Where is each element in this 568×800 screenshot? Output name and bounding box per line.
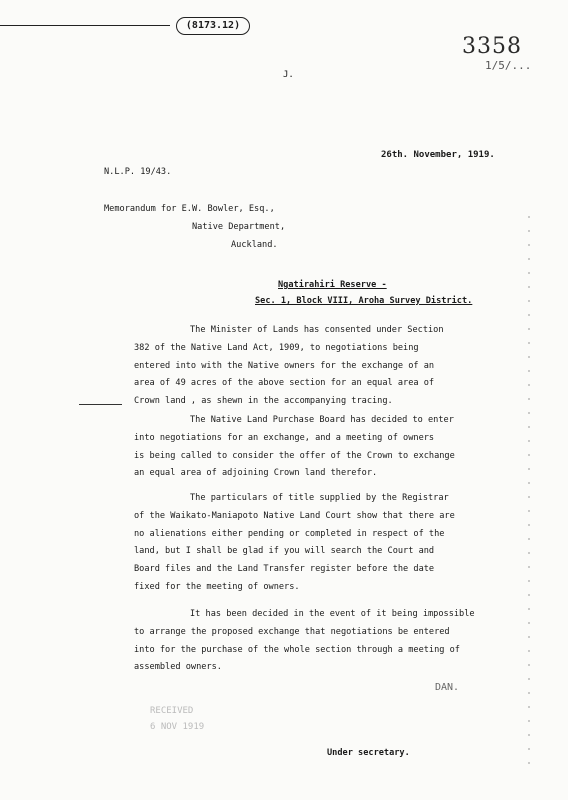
letter-date: 26th. November, 1919. [381, 150, 495, 160]
address-line-1: Memorandum for E.W. Bowler, Esq., [104, 204, 275, 214]
archive-subnumber: 1/5/... [485, 59, 532, 72]
paragraph-line: an equal area of adjoining Crown land therefor. [134, 468, 378, 479]
paragraph-line: land, but I shall be glad if you will search the Court and [134, 546, 435, 557]
reference-stamp: (8173.12) [176, 17, 250, 35]
paragraph-line: The Minister of Lands has consented under Section [190, 325, 444, 335]
stamp-line: RECEIVED [150, 706, 194, 716]
archive-number: 3358 [462, 34, 522, 59]
page-mark: J. [283, 70, 294, 80]
paragraph-line: entered into with the Native owners for the exchange of an [134, 360, 435, 371]
paragraph-line: Crown land , as shewn in the accompanying tracing. [134, 396, 393, 407]
paragraph-line: no alienations either pending or completed in respect of the [134, 528, 445, 539]
paragraph-4 [134, 606, 534, 677]
paragraph-line: It has been decided in the event of it being impossible [190, 609, 475, 619]
file-reference: N.L.P. 19/43. [104, 167, 172, 177]
paragraph-line: fixed for the meeting of owners. [134, 581, 300, 592]
received-stamp [150, 703, 204, 735]
paragraph-line: of the Waikato-Maniapoto Native Land Court show that there are [134, 510, 455, 521]
paragraph-line: The particulars of title supplied by the Registrar [190, 493, 449, 503]
subject-line-1: Ngatirahiri Reserve - [278, 280, 387, 290]
stamp-line: 6 NOV 1919 [150, 722, 205, 732]
paragraph-line: Board files and the Land Transfer register before the date [134, 564, 435, 575]
paragraph-line: to arrange the proposed exchange that negotiations be entered [134, 626, 450, 637]
paragraph-line: into for the purchase of the whole section through a meeting of [134, 644, 460, 655]
margin-rule [79, 404, 122, 405]
paragraph-line: is being called to consider the offer of the Crown to exchange [134, 450, 455, 461]
paragraph-line: into negotiations for an exchange, and a meeting of owners [134, 432, 435, 443]
paragraph-line: assembled owners. [134, 662, 222, 673]
address-line-3: Auckland. [231, 240, 278, 250]
signature: Under secretary. [327, 748, 410, 758]
paragraph-1 [134, 322, 534, 411]
subject-line-2: Sec. 1, Block VIII, Aroha Survey District. [255, 296, 473, 306]
paragraph-line: area of 49 acres of the above section for an equal area of [134, 378, 435, 389]
paragraph-3 [134, 490, 534, 597]
handwritten-mark: DAN. [435, 682, 460, 693]
paragraph-line: 382 of the Native Land Act, 1909, to negotiations being [134, 342, 419, 353]
paragraph-2 [134, 412, 534, 483]
paragraph-line: The Native Land Purchase Board has decided to enter [190, 415, 454, 425]
address-line-2: Native Department, [192, 222, 286, 232]
top-rule [0, 25, 170, 26]
binding-holes [526, 210, 532, 770]
